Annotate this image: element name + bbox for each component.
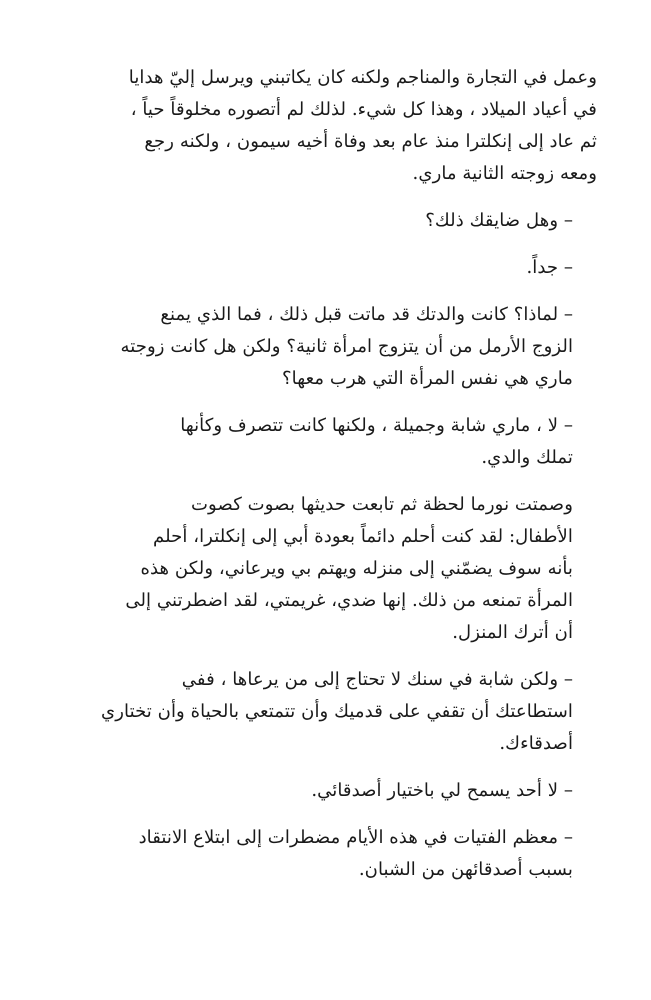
paragraph-2 <box>75 205 597 237</box>
text-line: – لا أحد يسمح لي باختيار أصدقائي. <box>311 780 573 801</box>
paragraph-8 <box>75 775 597 807</box>
text-line: المرأة تمنعه من ذلك. إنها ضدي، غريمتي، لقد اضطرتني إلى <box>125 590 573 611</box>
text-line: – جداً. <box>526 257 573 278</box>
text-line: في أعياد الميلاد ، وهذا كل شيء. لذلك لم أتصوره مخلوقاً حياً ، <box>130 99 597 120</box>
paragraph-1 <box>75 62 597 190</box>
text-line: – معظم الفتيات في هذه الأيام مضطرات إلى ابتلاع الانتقاد <box>138 827 573 848</box>
text-line: تملك والدي. <box>481 447 573 468</box>
paragraph-5 <box>75 410 597 474</box>
text-line: – وهل ضايقك ذلك؟ <box>425 210 573 231</box>
text-line: – لا ، ماري شابة وجميلة ، ولكنها كانت تتصرف وكأنها <box>180 415 573 436</box>
text-line: أن أترك المنزل. <box>452 622 573 643</box>
text-line: بأنه سوف يضمّني إلى منزله ويهتم بي ويرعاني، ولكن هذه <box>140 558 573 579</box>
book-page <box>75 62 597 886</box>
text-line: الزوج الأرمل من أن يتزوج امرأة ثانية؟ ولكن هل كانت زوجته <box>120 336 573 357</box>
text-line: – ولكن شابة في سنك لا تحتاج إلى من يرعاها ، ففي <box>181 669 573 690</box>
text-line: وعمل في التجارة والمناجم ولكنه كان يكاتبني ويرسل إليّ هدايا <box>128 67 597 88</box>
text-line: الأطفال: لقد كنت أحلم دائماً بعودة أبي إلى إنكلترا، أحلم <box>153 526 573 547</box>
text-line: – لماذا؟ كانت والدتك قد ماتت قبل ذلك ، فما الذي يمنع <box>160 304 573 325</box>
text-line: بسبب أصدقائهن من الشبان. <box>358 859 573 880</box>
paragraph-4 <box>75 299 597 395</box>
text-line: ماري هي نفس المرأة التي هرب معها؟ <box>282 368 573 389</box>
text-line: أصدقاءك. <box>499 733 573 754</box>
paragraph-7 <box>75 664 597 760</box>
paragraph-9 <box>75 822 597 886</box>
text-line: ومعه زوجته الثانية ماري. <box>412 163 597 184</box>
text-line: ثم عاد إلى إنكلترا منذ عام بعد وفاة أخيه سيمون ، ولكنه رجع <box>144 131 597 152</box>
text-line: استطاعتك أن تقفي على قدميك وأن تتمتعي بالحياة وأن تختاري <box>101 701 573 722</box>
paragraph-3 <box>75 252 597 284</box>
text-line: وصمتت نورما لحظة ثم تابعت حديثها بصوت كصوت <box>190 494 573 515</box>
paragraph-6 <box>75 489 597 649</box>
